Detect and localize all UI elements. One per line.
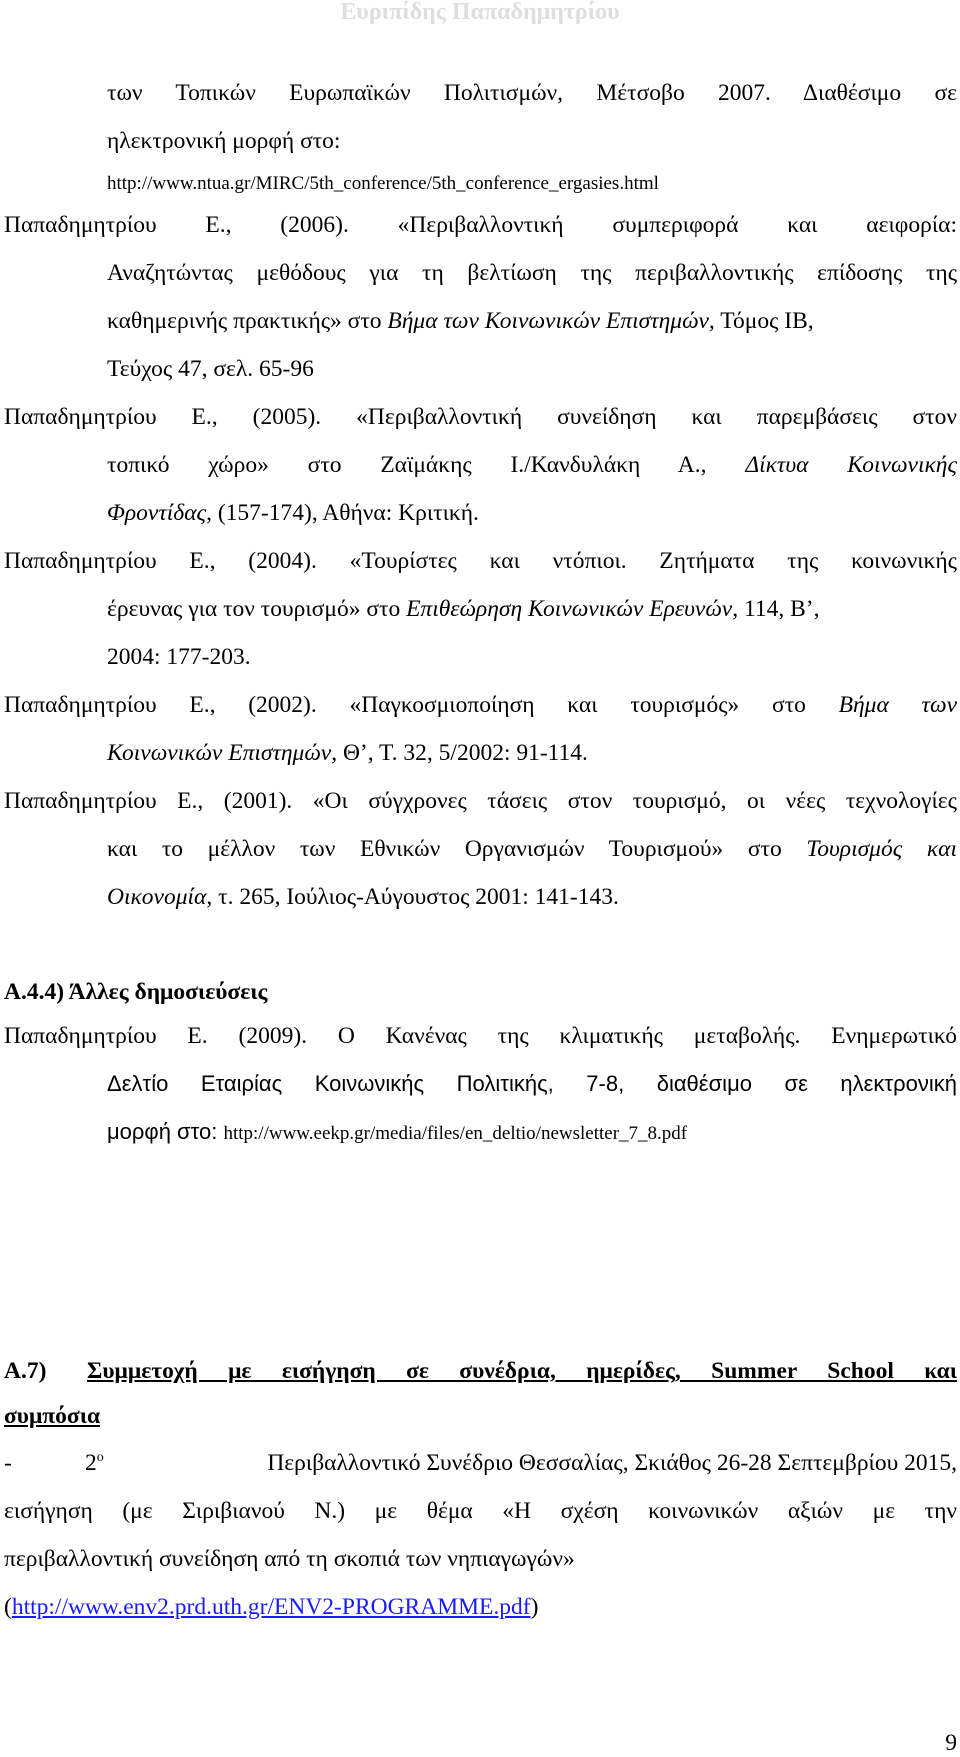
section-a7-heading-2: συμπόσια	[4, 1403, 101, 1429]
ref-2001-issue: , τ. 265, Ιούλιος-Αύγουστος 2001: 141-143.	[206, 884, 619, 910]
ref-2002-line-1	[4, 692, 957, 719]
a7-line-1	[85, 1450, 957, 1477]
a44-text: μορφή στο:	[107, 1119, 224, 1144]
ref-2005-line-2	[107, 452, 957, 479]
ref-2005-book-end: Φροντίδας	[107, 500, 207, 526]
a7-line-2: εισήγηση (με Σιριβιανού Ν.) με θέμα «Η σχέση κοινωνικών αξιών με την	[4, 1498, 957, 1524]
ref-continuation-line-1: των Τοπικών Ευρωπαϊκών Πολιτισμών, Μέτσοβο 2007. Διαθέσιμο σε	[107, 80, 957, 106]
section-a7-heading-1: Συμμετοχή με εισήγηση σε συνέδρια, ημερίδες, Summer School και	[87, 1358, 957, 1384]
ref-2001-text: και το μέλλον των Εθνικών Οργανισμών Τουρισμού» στο	[107, 836, 807, 862]
ref-2004-line-1: Παπαδημητρίου Ε., (2004). «Τουρίστες και ντόπιοι. Ζητήματα της κοινωνικής	[4, 548, 957, 574]
ref-2004-issue: , 114, Β’,	[732, 596, 820, 622]
a44-line-3	[107, 1119, 687, 1146]
a7-paren-open: (	[4, 1594, 12, 1620]
a7-line-3: περιβαλλοντική συνείδηση από τη σκοπιά των νηπιαγωγών»	[4, 1546, 575, 1572]
ref-2001-line-2	[107, 836, 957, 863]
ref-2002-journal-end: Κοινωνικών Επιστημών	[107, 740, 332, 766]
ref-2004-journal: Επιθεώρηση Κοινωνικών Ερευνών	[406, 596, 733, 622]
ref-2006-line-4: Τεύχος 47, σελ. 65-96	[107, 356, 314, 382]
a7-bullet-dash: -	[4, 1450, 12, 1476]
a7-ordinal-num: 2	[85, 1450, 97, 1476]
ref-2005-line-3	[107, 500, 479, 527]
ref-2006-text: καθημερινής πρακτικής» στο	[107, 308, 388, 334]
ref-2005-text: τοπικό χώρο» στο Ζαϊμάκης Ι./Κανδυλάκη Α.,	[107, 452, 746, 478]
a7-line-1-text: Περιβαλλοντικό Συνέδριο Θεσσαλίας, Σκιάθος 26-28 Σεπτεμβρίου 2015,	[267, 1450, 957, 1476]
a7-paren-close: )	[530, 1594, 539, 1620]
ref-2001-journal: Τουρισμός και	[806, 836, 957, 862]
ref-2006-line-3	[107, 308, 814, 335]
a44-url: http://www.eekp.gr/media/files/en_deltio/newsletter_7_8.pdf	[223, 1123, 688, 1144]
ref-2002-issue: , Θ’, Τ. 32, 5/2002: 91-114.	[331, 740, 588, 766]
a44-line-2: Δελτίο Εταιρίας Κοινωνικής Πολιτικής, 7-8, διαθέσιμο σε ηλεκτρονική	[107, 1071, 957, 1096]
ref-2004-line-3: 2004: 177-203.	[107, 644, 251, 670]
ref-2006-line-2: Αναζητώντας μεθόδους για τη βελτίωση της περιβαλλοντικής επίδοσης της	[107, 260, 957, 286]
ref-2001-journal-end: Οικονομία	[107, 884, 207, 910]
a7-ordinal	[85, 1450, 104, 1477]
page-number: 9	[945, 1730, 957, 1756]
ref-2005-pub: , (157-174), Αθήνα: Κριτική.	[206, 500, 479, 526]
ref-2002-journal: Βήμα των	[838, 692, 957, 718]
ref-2005-book: Δίκτυα Κοινωνικής	[745, 452, 957, 478]
ref-2005-line-1: Παπαδημητρίου Ε., (2005). «Περιβαλλοντική συνείδηση και παρεμβάσεις στον	[4, 404, 957, 430]
a7-ordinal-sup: ο	[96, 1450, 104, 1466]
ref-2006-line-1: Παπαδημητρίου Ε., (2006). «Περιβαλλοντική συμπεριφορά και αειφορία:	[4, 212, 957, 238]
ref-2002-line-2	[107, 740, 588, 767]
section-a7-number: Α.7)	[4, 1358, 47, 1384]
a7-line-4	[4, 1594, 538, 1621]
ref-2004-text: έρευνας για τον τουρισμό» στο	[107, 596, 407, 622]
ref-2006-journal: Βήμα των Κοινωνικών Επιστημών,	[387, 308, 715, 334]
section-a44-heading: Α.4.4) Άλλες δημοσιεύσεις	[4, 979, 268, 1005]
a44-line-1: Παπαδημητρίου Ε. (2009). Ο Κανένας της κλιματικής μεταβολής. Ενημερωτικό	[4, 1023, 957, 1049]
ref-2001-line-3	[107, 884, 619, 911]
ref-2006-volume: Τόμος ΙΒ,	[714, 308, 814, 334]
ref-2001-line-1: Παπαδημητρίου Ε., (2001). «Οι σύγχρονες τάσεις στον τουρισμό, οι νέες τεχνολογίες	[4, 788, 957, 814]
ref-2004-line-2	[107, 596, 819, 623]
a7-program-link[interactable]: http://www.env2.prd.uth.gr/ENV2-PROGRAMME.pdf	[11, 1594, 531, 1620]
ref-continuation-url: http://www.ntua.gr/MIRC/5th_conference/5th_conference_ergasies.html	[107, 173, 659, 194]
ref-2002-text: Παπαδημητρίου Ε., (2002). «Παγκοσμιοποίηση και τουρισμός» στο	[4, 692, 839, 718]
ref-continuation-line-2: ηλεκτρονική μορφή στο:	[107, 128, 341, 154]
running-header: Ευριπίδης Παπαδημητρίου	[340, 0, 620, 25]
